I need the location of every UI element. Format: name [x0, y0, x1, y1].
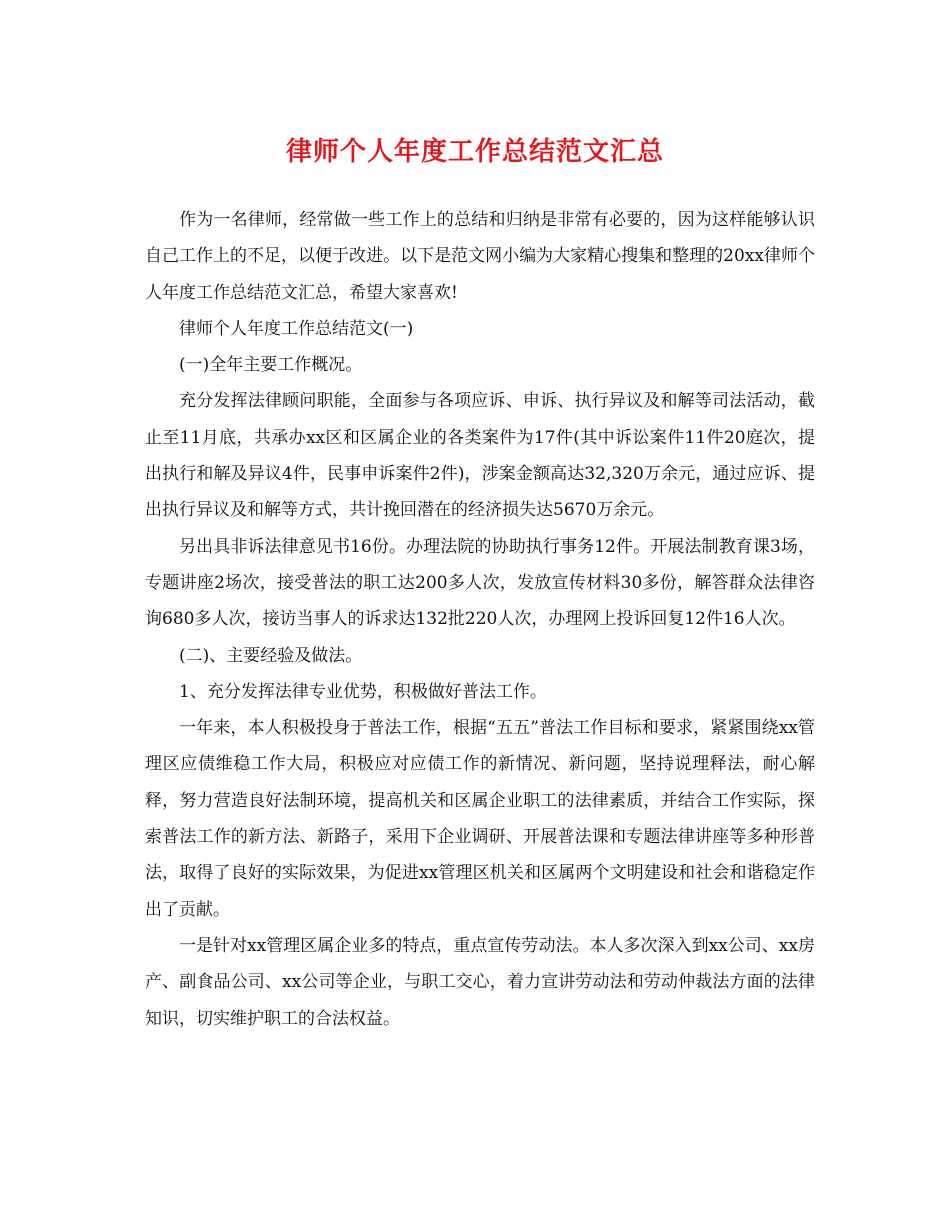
- document-body: [145, 202, 815, 1037]
- paragraph-subheading-experience: (二)、主要经验及做法。: [179, 645, 363, 666]
- paragraph-non-litigation: 另出具非诉法律意见书16份。办理法院的协助执行事务12件。开展法制教育课3场，专题讲座2场次，接受普法的职工达200多人次，发放宣传材料30多份，解答群众法律咨询680多人次，接访当事人的诉求达132批220人次，办理网上投诉回复12件16人次。: [145, 536, 815, 630]
- paragraph-section-heading: 律师个人年度工作总结范文(一): [179, 318, 414, 339]
- paragraph-labor-law: 一是针对xx管理区属企业多的特点，重点宣传劳动法。本人多次深入到xx公司、xx房产、副食品公司、xx公司等企业，与职工交心，着力宣讲劳动法和劳动仲裁法方面的法律知识，切实维护职工的合法权益。: [145, 935, 815, 1029]
- paragraph-intro: 作为一名律师，经常做一些工作上的总结和归纳是非常有必要的，因为这样能够认识自己工作上的不足，以便于改进。以下是范文网小编为大家精心搜集和整理的20xx律师个人年度工作总结范文汇总，希望大家喜欢!: [145, 210, 815, 303]
- paragraph-subheading-overview: (一)全年主要工作概况。: [179, 355, 363, 376]
- paragraph-cases: 充分发挥法律顾问职能，全面参与各项应诉、申诉、执行异议及和解等司法活动，截止至11月底，共承办xx区和区属企业的各类案件为17件(其中诉讼案件11件20庭次，提出执行和解及异议4件，民事申诉案件2件)，涉案金额高达32,320万余元，通过应诉、提出执行异议及和解等方式，共计挽回潜在的经济损失达5670万余元。: [145, 391, 815, 521]
- paragraph-legal-education: 一年来，本人积极投身于普法工作，根据“五五”普法工作目标和要求，紧紧围绕xx管理区应债维稳工作大局，积极应对应债工作的新情况、新问题，坚持说理释法，耐心解释，努力营造良好法制环境，提高机关和区属企业职工的法律素质，并结合工作实际，探索普法工作的新方法、新路子，采用下企业调研、开展普法课和专题法律讲座等多种形普法，取得了良好的实际效果，为促进xx管理区机关和区属两个文明建设和社会和谐稳定作出了贡献。: [145, 718, 815, 920]
- document-title: 律师个人年度工作总结范文汇总: [285, 137, 664, 167]
- paragraph-point-one: 1、充分发挥法律专业优势，积极做好普法工作。: [179, 681, 547, 702]
